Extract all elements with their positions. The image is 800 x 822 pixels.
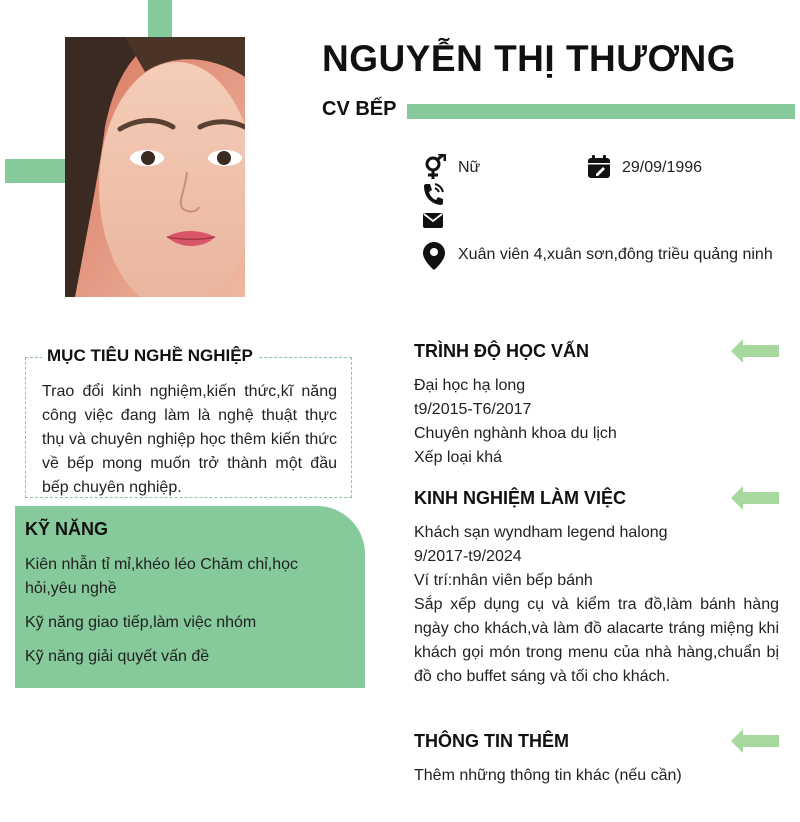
- objective-text: Trao đổi kinh nghiệm,kiến thức,kĩ năng công việc đang làm là nghệ thuật thực thụ và chuyên nghiệp học thêm kiến thức về bếp mong muốn trở thành một đầu bếp chuyên nghiệp.: [42, 383, 337, 496]
- experience-position: Ví trí:nhân viên bếp bánh: [414, 572, 593, 589]
- map-pin-icon: [423, 242, 445, 266]
- education-school: Đại học hạ long: [414, 377, 526, 394]
- gender-value: Nữ: [458, 159, 481, 176]
- education-title: TRÌNH ĐỘ HỌC VẤN: [414, 341, 589, 361]
- profile-photo: [65, 37, 245, 297]
- experience-description: Sắp xếp dụng cụ và kiểm tra đồ,làm bánh hàng ngày cho khách,và làm đồ alacarte tráng miệng khi khách gọi món trong menu của nhà hàng,chuẩn bị đồ cho buffet sáng và tối cho khách.: [414, 596, 779, 685]
- experience-title: KINH NGHIỆM LÀM VIỆC: [414, 488, 627, 508]
- gender-icon: [422, 154, 444, 178]
- candidate-name: NGUYỄN THỊ THƯƠNG: [322, 38, 737, 79]
- skill-item: Kiên nhẫn tỉ mỉ,khéo léo Chăm chỉ,học hỏi,yêu nghề: [25, 556, 299, 597]
- subtitle-accent-bar: [407, 104, 795, 119]
- birth-date-value: 29/09/1996: [622, 159, 703, 176]
- experience-company: Khách sạn wyndham legend halong: [414, 524, 668, 541]
- phone-icon: [422, 182, 444, 206]
- extra-info-title: THÔNG TIN THÊM: [414, 731, 569, 751]
- skills-title: KỸ NĂNG: [25, 519, 109, 539]
- arrow-left-icon: [731, 339, 779, 363]
- education-period: t9/2015-T6/2017: [414, 401, 532, 418]
- skill-item: Kỹ năng giải quyết vấn đề: [25, 648, 210, 665]
- address-value: Xuân viên 4,xuân sơn,đông triều quảng ninh: [458, 246, 773, 263]
- skill-item: Kỹ năng giao tiếp,làm việc nhóm: [25, 614, 257, 631]
- envelope-icon: [423, 210, 445, 234]
- calendar-icon: [587, 155, 609, 179]
- cv-subtitle: CV BẾP: [322, 98, 397, 120]
- arrow-left-icon: [731, 486, 779, 510]
- arrow-left-icon: [731, 729, 779, 753]
- objective-title: MỤC TIÊU NGHỀ NGHIỆP: [42, 346, 258, 366]
- top-accent-bar: [148, 0, 172, 37]
- experience-period: 9/2017-t9/2024: [414, 548, 522, 565]
- education-major: Chuyên nghành khoa du lịch: [414, 425, 617, 442]
- education-grade: Xếp loại khá: [414, 449, 503, 466]
- extra-info-text: Thêm những thông tin khác (nếu cần): [414, 767, 682, 784]
- left-accent-bar: [5, 159, 65, 183]
